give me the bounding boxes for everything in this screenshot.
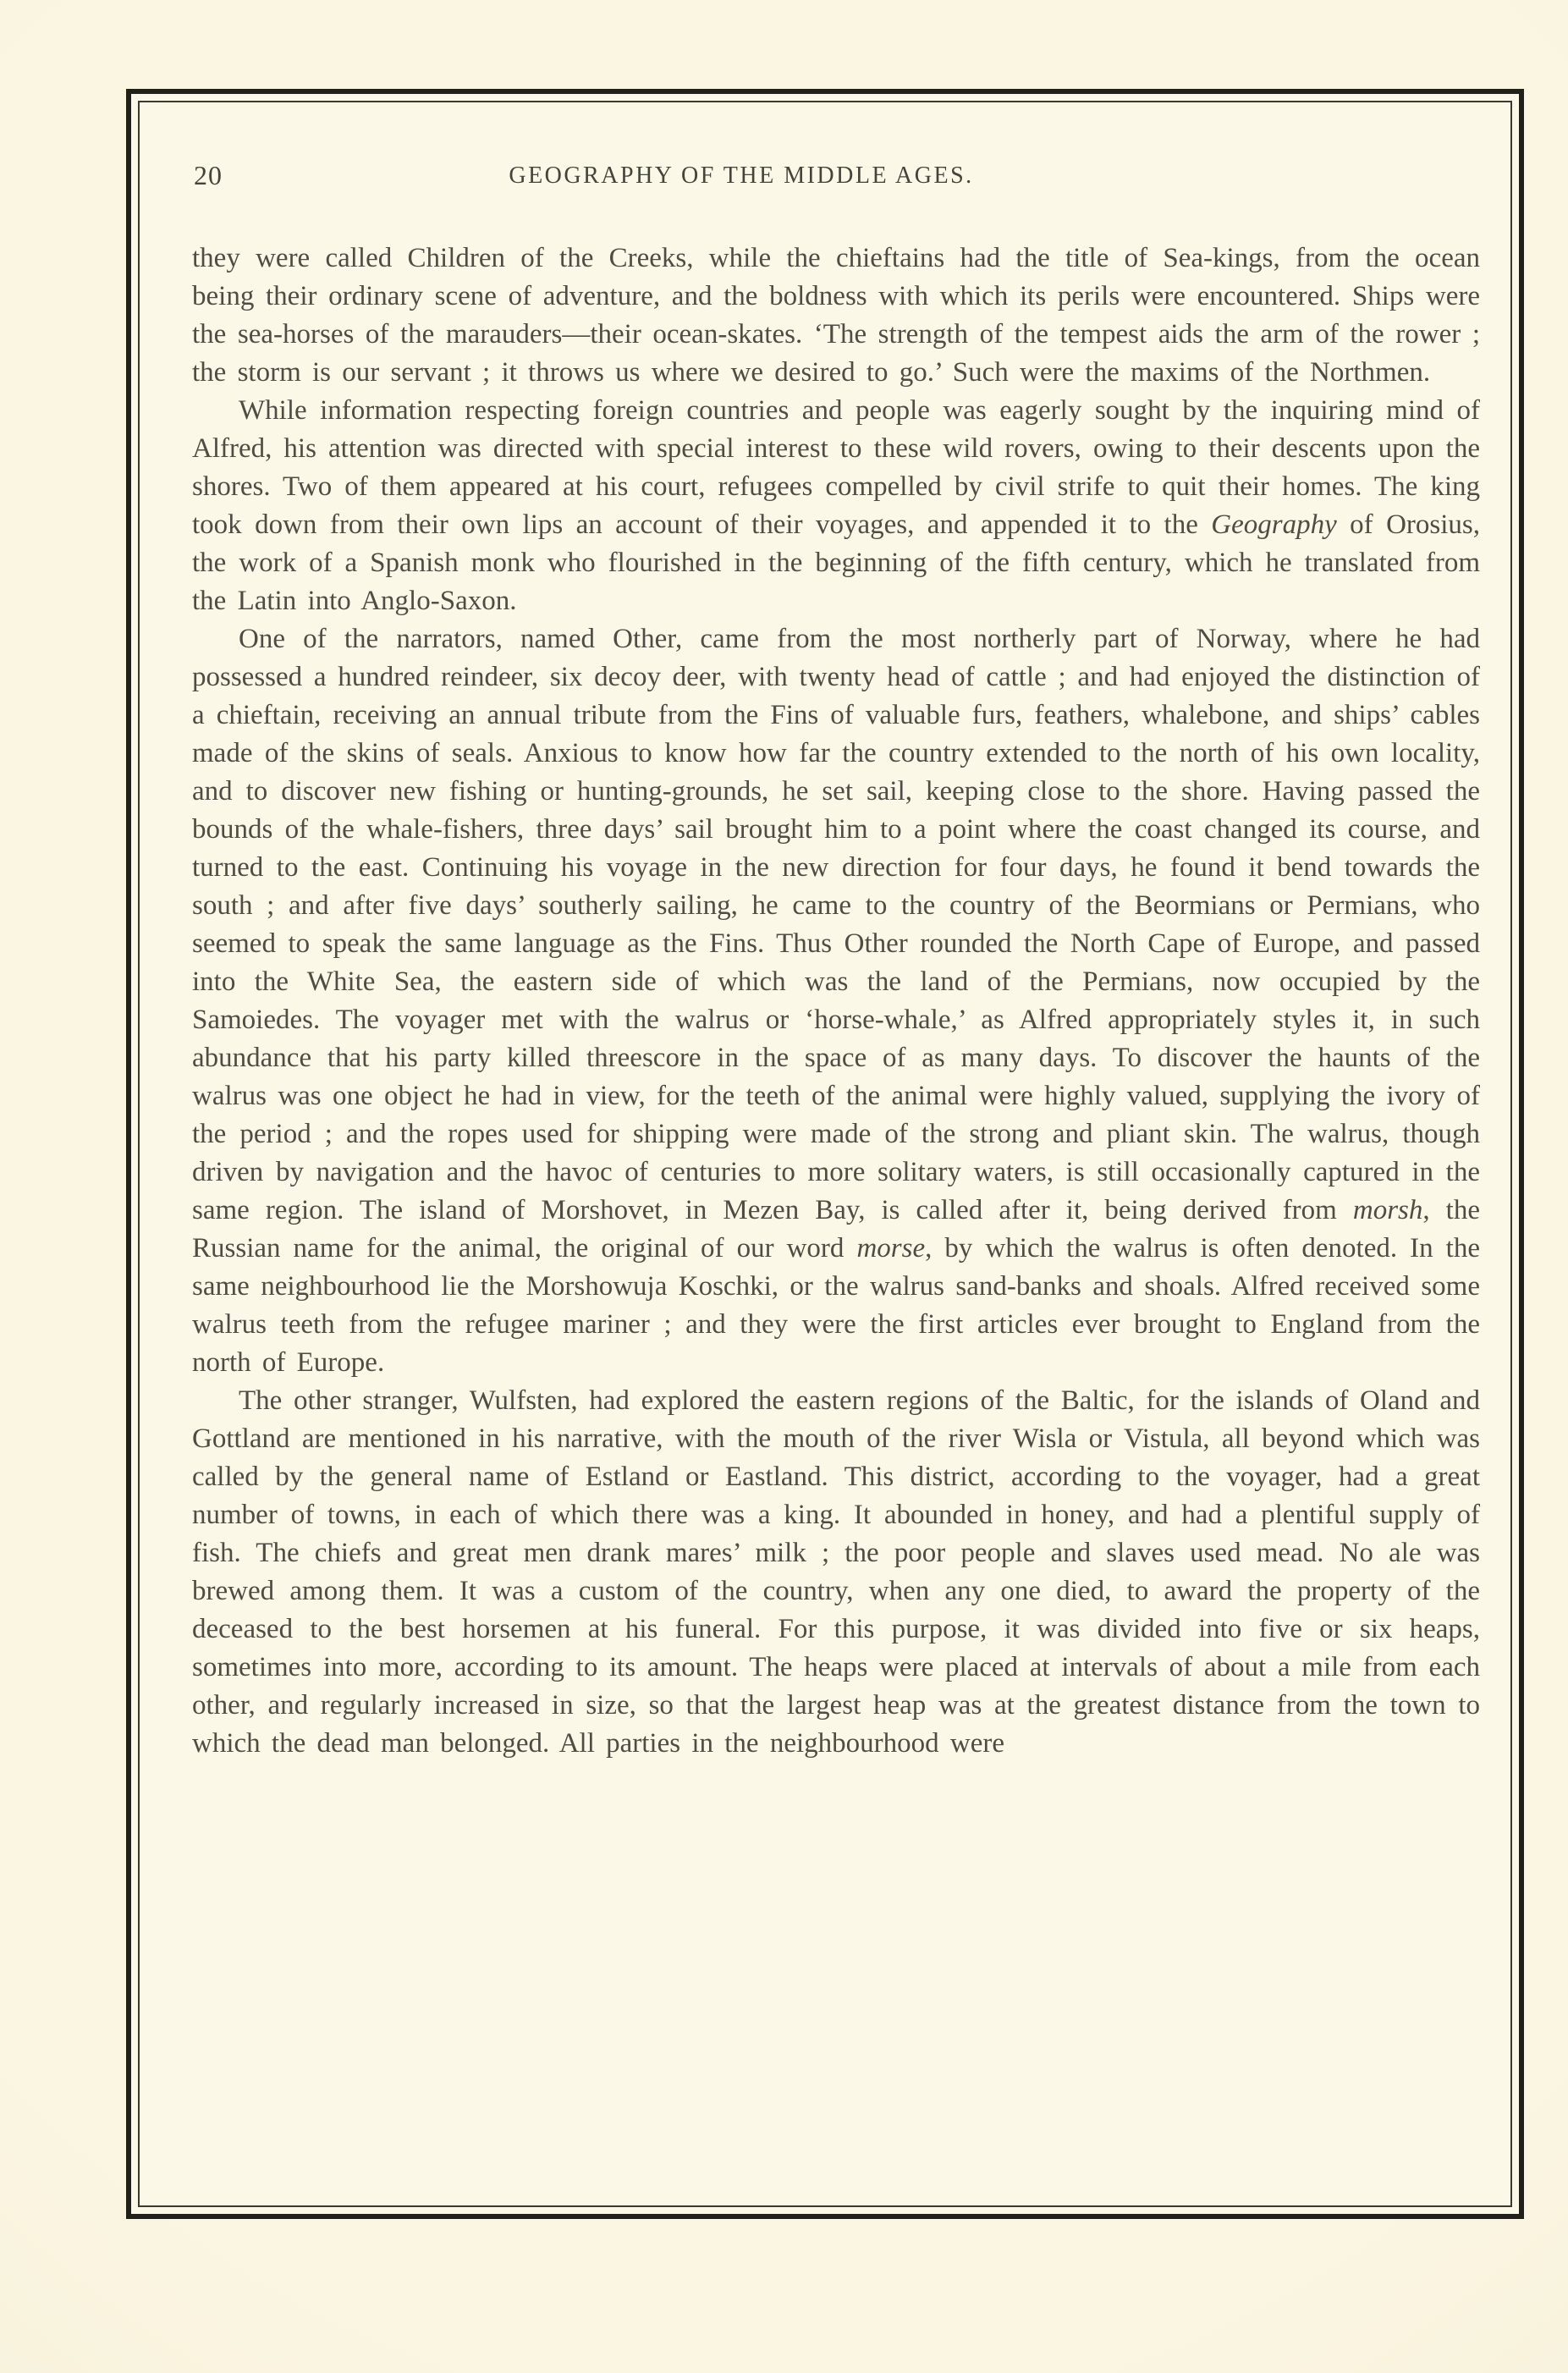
page-number: 20 <box>194 160 223 190</box>
text-run: One of the narrators, named Other, came from the most northerly part of Norway, where he had possessed a hundred reindeer, six decoy deer, with twenty head of cattle ; and had enjoyed the distinction of a chieftain, receiving an annual tribute from the Fins of valuable furs, feathers, whalebone, and ships’ cables made of the skins of seals. Anxious to know how far the country extended to the north of his own locality, and to discover new fishing or hunting-grounds, he set sail, keeping close to the shore. Having passed the bounds of the whale-fishers, three days’ sail brought him to a point where the coast changed its course, and turned to the east. Continuing his voyage in the new direction for four days, he found it bend towards the south ; and after five days’ southerly sailing, he came to the country of the Beormians or Permians, who seemed to speak the same language as the Fins. Thus Other rounded the North Cape of Europe, and passed into the White Sea, the eastern side of which was the land of the Permians, now occupied by the Samoiedes. The voyager met with the walrus or ‘horse-whale,’ as Alfred appropriately styles it, in such abundance that his party killed threescore in the space of as many days. To discover the haunts of the walrus was one object he had in view, for the teeth of the animal were highly valued, supplying the ivory of the period ; and the ropes used for shipping were made of the strong and pliant skin. The walrus, though driven by navigation and the havoc of centuries to more solitary waters, is still occasionally captured in the same region. The island of Morshovet, in Mezen Bay, is called after it, being derived from <box>192 624 1480 1225</box>
page-border-frame <box>126 89 1524 2219</box>
text-run: they were called Children of the Creeks, while the chieftains had the title of Sea-kings, from the ocean being their ordinary scene of adventure, and the boldness with which its perils were encountered. Ships were the sea-horses of the marauders—their ocean-skates. ‘The strength of the tempest aids the arm of the rower ; the storm is our servant ; it throws us where we desired to go.’ Such were the maxims of the Northmen. <box>192 243 1480 388</box>
text-run: , the Russian name for the animal, the original of our word <box>192 1195 1480 1264</box>
italic-text-run: morsh <box>1352 1195 1423 1225</box>
text-run: While information respecting foreign countries and people was eagerly sought by the inquiring mind of Alfred, his attention was directed with special interest to these wild rovers, owing to their descents upon the shores. Two of them appeared at his court, refugees compelled by civil strife to quit their homes. The king took down from their own lips an account of their voyages, and appended it to the <box>192 395 1480 540</box>
page-header <box>192 160 1480 201</box>
paragraph <box>192 1382 1480 1763</box>
page-content <box>192 94 1480 1763</box>
paragraph <box>192 240 1480 392</box>
italic-text-run: Geography <box>1211 509 1337 540</box>
paragraph <box>192 392 1480 620</box>
text-run: of Orosius, the work of a Spanish monk who flourished in the beginning of the fifth century, which he translated from the Latin into Anglo-Saxon. <box>192 509 1480 616</box>
italic-text-run: morse <box>856 1233 926 1264</box>
paragraph <box>192 620 1480 1382</box>
body-text <box>192 240 1480 1763</box>
text-run: The other stranger, Wulfsten, had explored the eastern regions of the Baltic, for the islands of Oland and Gottland are mentioned in his narrative, with the mouth of the river Wisla or Vistula, all beyond which was called by the general name of Estland or Eastland. This district, according to the voyager, had a great number of towns, in each of which there was a king. It abounded in honey, and had a plentiful supply of fish. The chiefs and great men drank mares’ milk ; the poor people and slaves used mead. No ale was brewed among them. It was a custom of the country, when any one died, to award the property of the deceased to the best horsemen at his funeral. For this purpose, it was divided into five or six heaps, sometimes into more, according to its amount. The heaps were placed at intervals of about a mile from each other, and regularly increased in size, so that the largest heap was at the greatest distance from the town to which the dead man belonged. All parties in the neighbourhood were <box>192 1385 1480 1759</box>
running-title: GEOGRAPHY OF THE MIDDLE AGES. <box>509 162 974 189</box>
text-run: , by which the walrus is often denoted. In the same neighbourhood lie the Morshowuja Koschki, or the walrus sand-banks and shoals. Alfred received some walrus teeth from the refugee mariner ; and they were the first articles ever brought to England from the north of Europe. <box>192 1233 1480 1378</box>
